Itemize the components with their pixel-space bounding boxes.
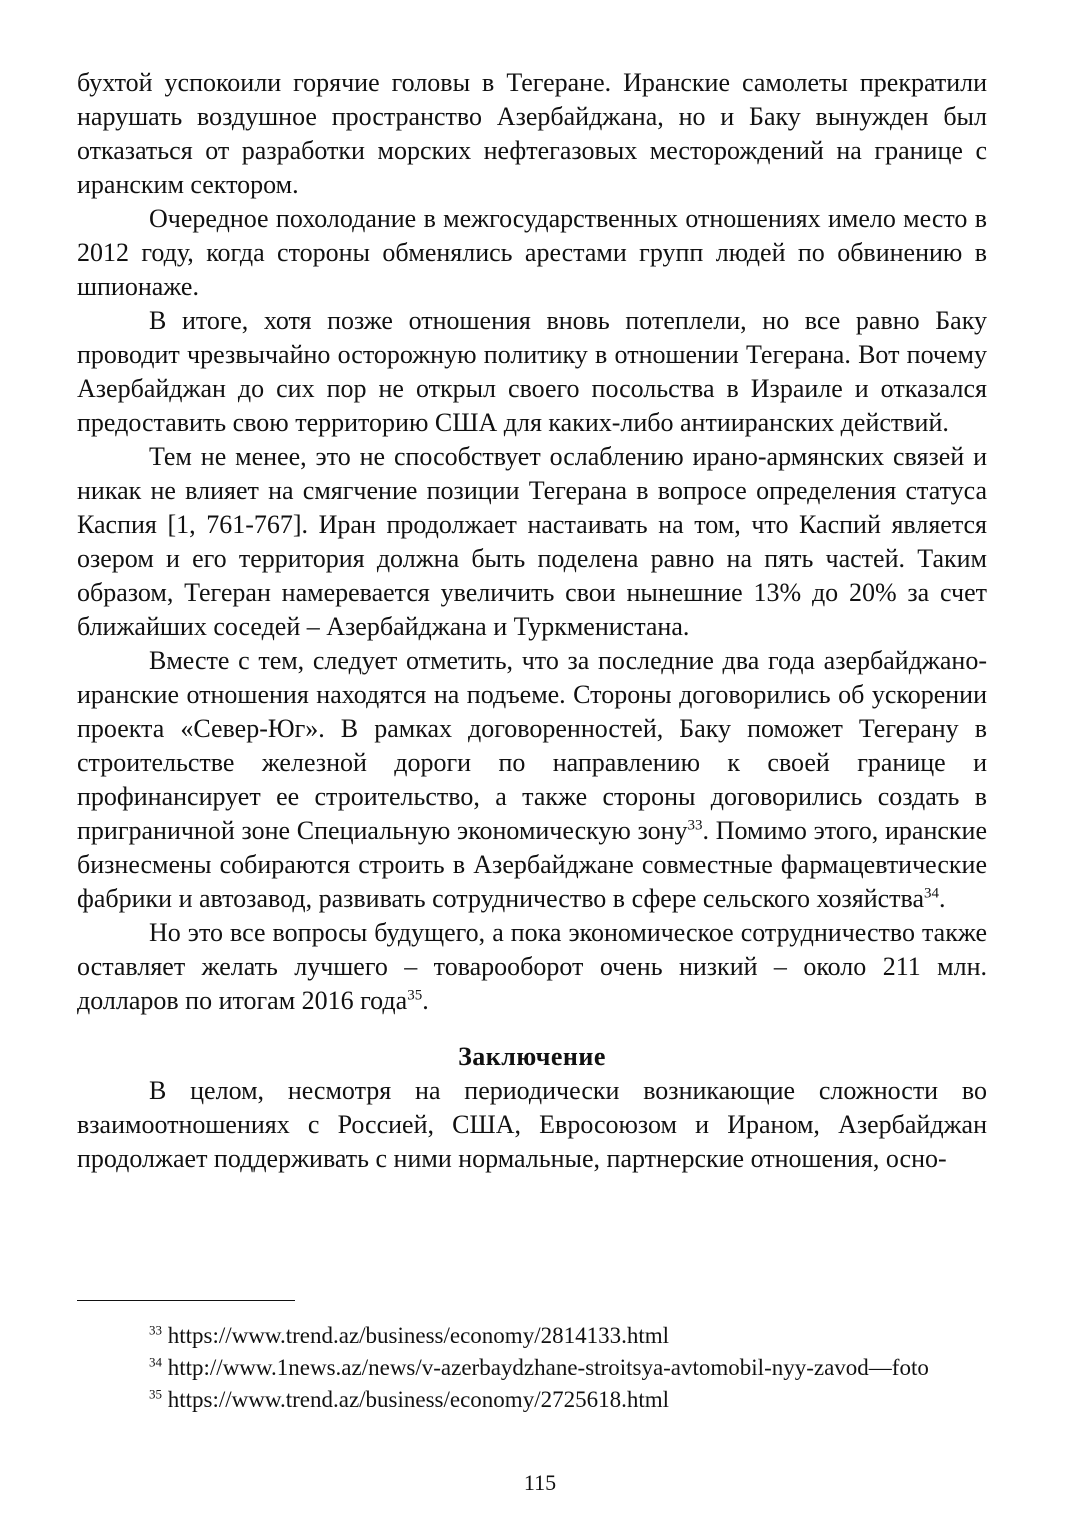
conclusion-paragraph: В целом, несмотря на периодически возникающие сложности во взаимоотношениях с Россией, США, Евросоюзом и Ираном, Азербайджан продолжает поддерживать с ними нормальные, партнерские отношения, осно- bbox=[77, 1076, 987, 1173]
paragraph-6-text-b: . bbox=[422, 986, 429, 1015]
section-heading: Заключение bbox=[458, 1042, 606, 1071]
footnote-link[interactable]: http://www.1news.az/news/v-azerbaydzhane-stroitsya-avtomobil-nyy-zavod—foto bbox=[167, 1355, 929, 1380]
footnote-number: 33 bbox=[149, 1322, 162, 1338]
footnote-ref-35[interactable]: 35 bbox=[407, 987, 423, 1004]
footnote-ref-34[interactable]: 34 bbox=[924, 885, 939, 902]
page-number: 115 bbox=[523, 1470, 557, 1495]
paragraph-5-text-c: . bbox=[939, 884, 946, 913]
page-body bbox=[77, 66, 987, 1176]
paragraph-6-text-a: Но это все вопросы будущего, а пока экономическое сотрудничество также оставляет желать лучшего – товарооборот очень низкий – около 211 млн. долларов по итогам 2016 года bbox=[77, 918, 987, 1015]
paragraph-2: Очередное похолодание в межгосударственных отношениях имело место в 2012 году, когда стороны обменялись арестами групп людей по обвинению в шпионаже. bbox=[77, 204, 987, 301]
footnote-link[interactable]: https://www.trend.az/business/economy/2725618.html bbox=[167, 1387, 670, 1412]
paragraph-3: В итоге, хотя позже отношения вновь потеплели, но все равно Баку проводит чрезвычайно осторожную политику в отношении Тегерана. Вот почему Азербайджан до сих пор не открыл своего посольства в Израиле и отказался предоставить свою территорию США для каких-либо антииранских действий. bbox=[77, 306, 987, 437]
footnote-33 bbox=[77, 1320, 987, 1352]
footnote-link[interactable]: https://www.trend.az/business/economy/2814133.html bbox=[167, 1323, 670, 1348]
footnote-34 bbox=[77, 1352, 987, 1384]
footnote-number: 34 bbox=[149, 1354, 162, 1370]
footnote-divider bbox=[77, 1300, 295, 1301]
footnote-ref-33[interactable]: 33 bbox=[687, 817, 703, 834]
paragraph-5-text-b: . Помимо этого, иранские бизнесмены собираются строить в Азербайджане совместные фармацевтические фабрики и автозавод, развивать сотрудничество в сфере сельского хозяйства bbox=[77, 816, 987, 913]
paragraph-6 bbox=[77, 916, 987, 1018]
footnote-35 bbox=[77, 1384, 987, 1416]
footnote-number: 35 bbox=[149, 1386, 162, 1402]
paragraph-5-text-a: Вместе с тем, следует отметить, что за последние два года азербайджано-иранские отношения находятся на подъеме. Стороны договорились об ускорении проекта «Север-Юг». В рамках договоренностей, Баку поможет Тегерану в строительстве железной дороги по направлению к своей границе и профинансирует ее строительство, а также стороны договорились создать в приграничной зоне Специальную экономическую зону bbox=[77, 646, 987, 845]
paragraph-1: бухтой успокоили горячие головы в Тегеране. Иранские самолеты прекратили нарушать воздушное пространство Азербайджана, но и Баку вынужден был отказаться от разработки морских нефтегазовых месторождений на границе с иранским сектором. bbox=[77, 68, 987, 199]
footnotes bbox=[77, 1320, 987, 1416]
paragraph-5 bbox=[77, 644, 987, 916]
paragraph-4: Тем не менее, это не способствует ослаблению ирано-армянских связей и никак не влияет на смягчение позиции Тегерана в вопросе определения статуса Каспия [1, 761-767]. Иран продолжает настаивать на том, что Каспий является озером и его территория должна быть поделена равно на пять частей. Таким образом, Тегеран намеревается увеличить свои нынешние 13% до 20% за счет ближайших соседей – Азербайджана и Туркменистана. bbox=[77, 442, 987, 641]
